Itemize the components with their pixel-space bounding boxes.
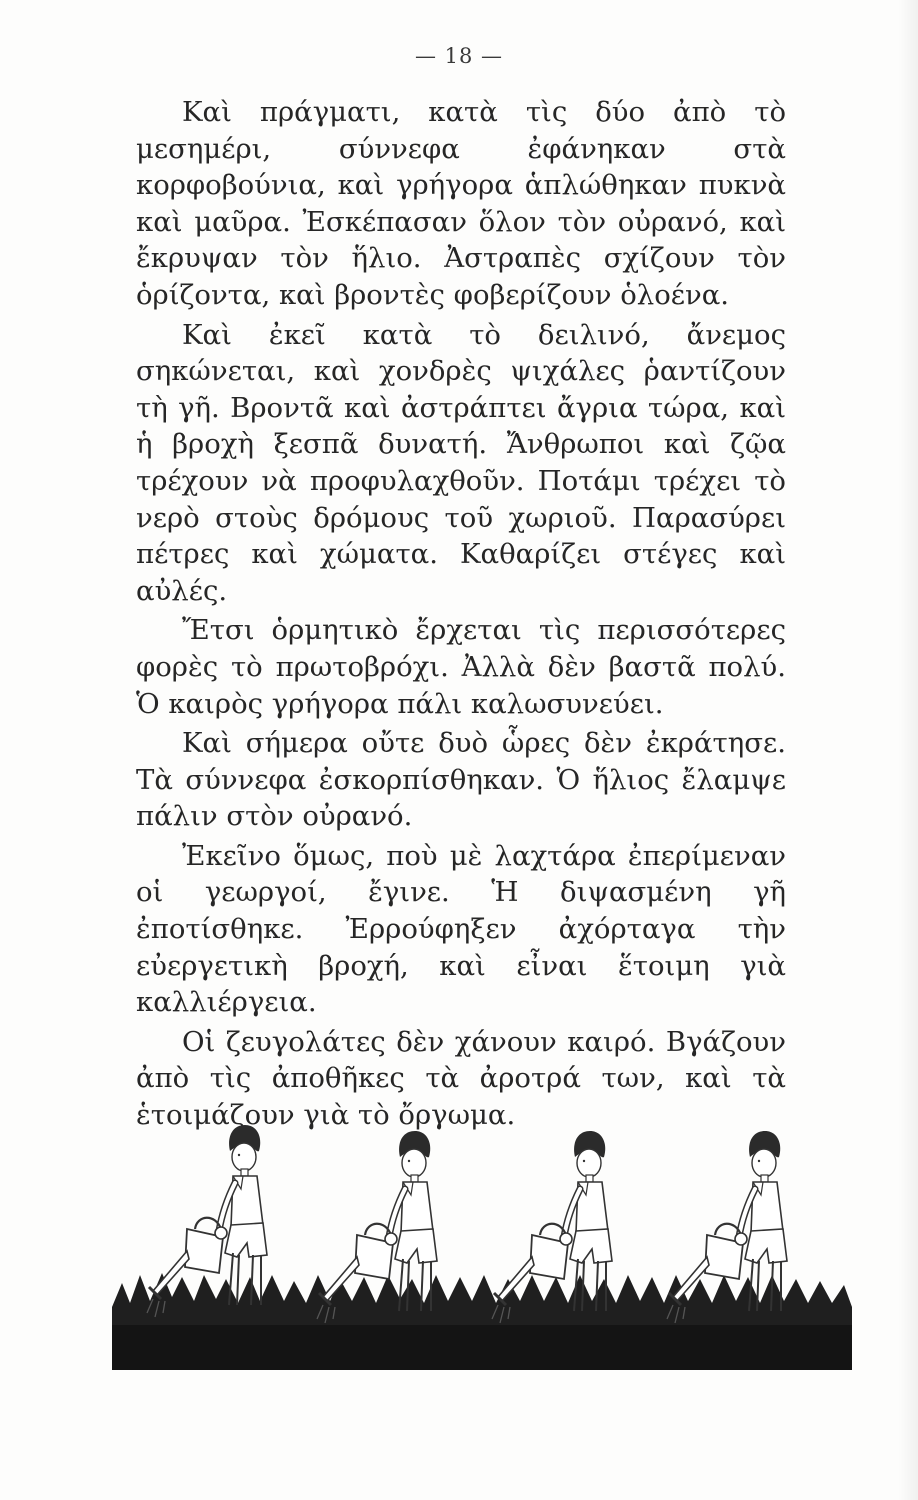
paragraph-6: Οἱ ζευγολάτες δὲν χάνουν καιρό. Βγάζουν ἀπὸ τὶς ἀποθῆκες τὰ ἀροτρά των, καὶ τὰ ἑτοιμάζουν γιὰ τὸ ὄργωμα. <box>136 1025 786 1132</box>
page-edge-shadow <box>898 0 918 1500</box>
paragraph-2: Καὶ ἐκεῖ κατὰ τὸ δειλινό, ἄνεμος σηκώνεται, καὶ χονδρὲς ψιχάλες ῥαντίζουν τὴ γῆ. Βροντᾶ καὶ ἀστράπτει ἄγρια τώρα, καὶ ἡ βροχὴ ξεσπᾶ δυνατή. Ἄνθρωποι καὶ ζῷα τρέχουν νὰ προφυλαχθοῦν. Ποτάμι τρέχει τὸ νερὸ στοὺς δρόμους τοῦ χωριοῦ. Παρασύρει πέτρες καὶ χώματα. Καθαρίζει στέγες καὶ αὐλές. <box>136 318 786 607</box>
paragraph-4: Καὶ σήμερα οὔτε δυὸ ὧρες δὲν ἐκράτησε. Τὰ σύννεφα ἐσκορπίσθηκαν. Ὁ ἥλιος ἔλαμψε πάλιν στὸν οὐρανό. <box>136 727 786 833</box>
watering-children-illustration <box>100 1125 860 1370</box>
page-number: — 18 — <box>414 44 504 68</box>
paragraph-3: Ἔτσι ὁρμητικὸ ἔρχεται τὶς περισσότερες φορὲς τὸ πρωτοβρόχι. Ἀλλὰ δὲν βαστᾶ πολύ. Ὁ καιρὸς γρήγορα πάλι καλωσυνεύει. <box>136 614 786 720</box>
paragraph-5: Ἐκεῖνο ὅμως, ποὺ μὲ λαχτάρα ἐπερίμεναν οἱ γεωργοί, ἔγινε. Ἡ διψασμένη γῆ ἐποτίσθηκε. Ἐρρούφηξεν ἀχόρταγα τὴν εὐεργετικὴ βροχή, καὶ εἶναι ἕτοιμη γιὰ καλλιέργεια. <box>136 839 786 1019</box>
illustration-drawing <box>100 1125 860 1370</box>
paragraph-1: Καὶ πράγματι, κατὰ τὶς δύο ἀπὸ τὸ μεσημέρι, σύννεφα ἐφάνηκαν στὰ κορφοβούνια, καὶ γρήγορα ἁπλώθηκαν πυκνὰ καὶ μαῦρα. Ἐσκέπασαν ὅλον τὸν οὐρανό, καὶ ἔκρυψαν τὸν ἥλιο. Ἀστραπὲς σχίζουν τὸν ὁρίζοντα, καὶ βροντὲς φοβερίζουν ὁλοένα. <box>136 96 786 311</box>
body-text <box>136 94 786 1134</box>
